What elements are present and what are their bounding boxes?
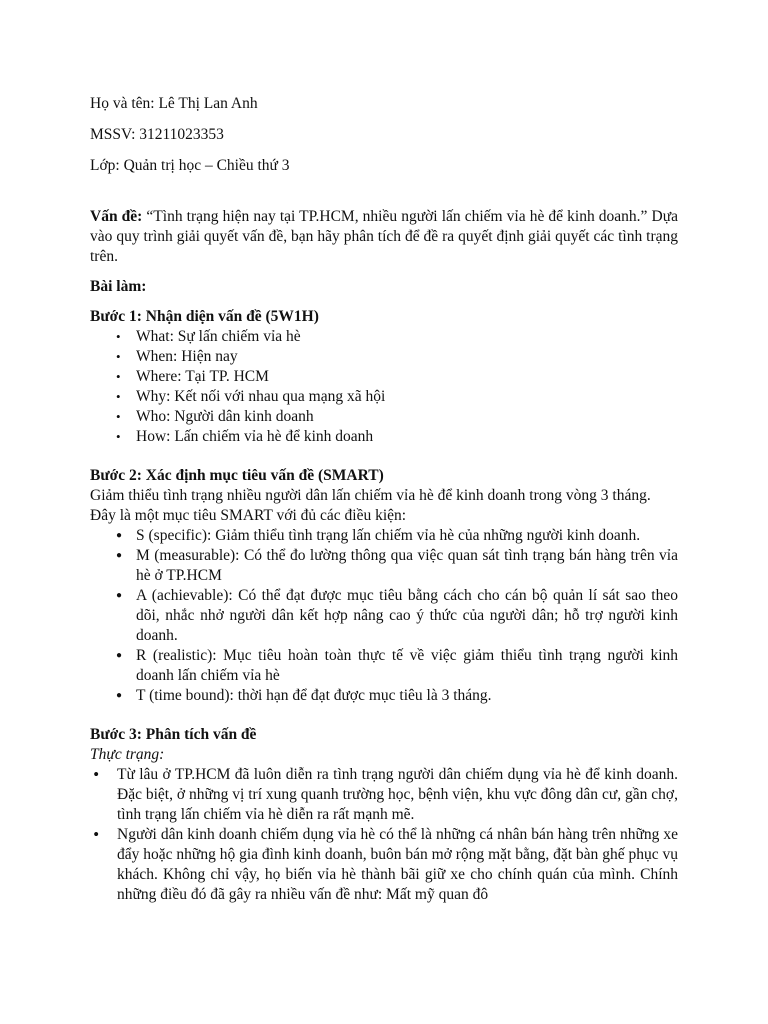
step1-title: Bước 1: Nhận diện vấn đề (5W1H) [90, 308, 319, 325]
step3-section [90, 725, 678, 905]
class-info: Lớp: Quản trị học – Chiều thứ 3 [90, 157, 290, 174]
problem-text: “Tình trạng hiện nay tại TP.HCM, nhiều người lấn chiếm vỉa hè để kinh doanh.” Dựa vào quy trình giải quyết vấn đề, bạn hãy phân tích để đề ra quyết định giải quyết các tình trạng trên. [90, 208, 678, 265]
step1-section [90, 307, 678, 447]
step2-paragraph-2: Đây là một mục tiêu SMART với đủ các điều kiện: [90, 507, 407, 524]
step2-paragraph-1: Giảm thiểu tình trạng nhiều người dân lấn chiếm vỉa hè để kinh doanh trong vòng 3 tháng. [90, 487, 651, 504]
list-item: • Who: Người dân kinh doanh [90, 407, 678, 427]
list-item: ● M (measurable): Có thể đo lường thông qua việc quan sát tình trạng bán hàng trên vỉa hè ở TP.HCM [90, 546, 678, 586]
list-item: ● T (time bound): thời hạn để đạt được mục tiêu là 3 tháng. [90, 686, 678, 706]
list-item: • What: Sự lấn chiếm vỉa hè [90, 327, 678, 347]
list-item: • Where: Tại TP. HCM [90, 367, 678, 387]
list-item: • Từ lâu ở TP.HCM đã luôn diễn ra tình trạng người dân chiếm dụng vỉa hè để kinh doanh. Đặc biệt, ở những vị trí xung quanh trường học, bệnh viện, khu vực đông dân cư, gần chợ, tình trạng lấn chiếm vỉa hè diễn ra rất mạnh mẽ. [90, 765, 678, 825]
list-item: • When: Hiện nay [90, 347, 678, 367]
list-item: ● R (realistic): Mục tiêu hoàn toàn thực tế về việc giảm thiểu tình trạng người kinh doanh lấn chiếm vỉa hè [90, 646, 678, 686]
list-item: • Người dân kinh doanh chiếm dụng vỉa hè có thể là những cá nhân bán hàng trên những xe đẩy hoặc những hộ gia đình kinh doanh, buôn bán mở rộng mặt bằng, đặt bàn ghế phục vụ khách. Không chỉ vậy, họ biến vỉa hè thành bãi giữ xe cho chính quán của mình. Chính những điều đó đã gây ra nhiều vấn đề như: Mất mỹ quan đô [90, 825, 678, 905]
student-name: Họ và tên: Lê Thị Lan Anh [90, 95, 258, 112]
spacer [90, 187, 678, 207]
step3-title: Bước 3: Phân tích vấn đề [90, 726, 257, 743]
list-item: • How: Lấn chiếm vỉa hè để kinh doanh [90, 427, 678, 447]
document-page [90, 94, 678, 905]
step2-list [90, 526, 678, 706]
list-item: • Why: Kết nối với nhau qua mạng xã hội [90, 387, 678, 407]
list-item: ● S (specific): Giảm thiểu tình trạng lấn chiếm vỉa hè của những người kinh doanh. [90, 526, 678, 546]
step2-section [90, 466, 678, 706]
step1-list [90, 327, 678, 447]
problem-statement [90, 207, 678, 267]
student-id: MSSV: 31211023353 [90, 126, 224, 143]
step3-subtitle: Thực trạng: [90, 746, 165, 763]
list-item: ● A (achievable): Có thể đạt được mục tiêu bằng cách cho cán bộ quản lí sát sao theo dõi, nhắc nhở người dân kết hợp nâng cao ý thức của người dân; hỗ trợ người kinh doanh. [90, 586, 678, 646]
step2-title: Bước 2: Xác định mục tiêu vấn đề (SMART) [90, 467, 384, 484]
answer-label: Bài làm: [90, 278, 147, 295]
problem-label: Vấn đề: [90, 208, 143, 225]
step3-list [90, 765, 678, 905]
